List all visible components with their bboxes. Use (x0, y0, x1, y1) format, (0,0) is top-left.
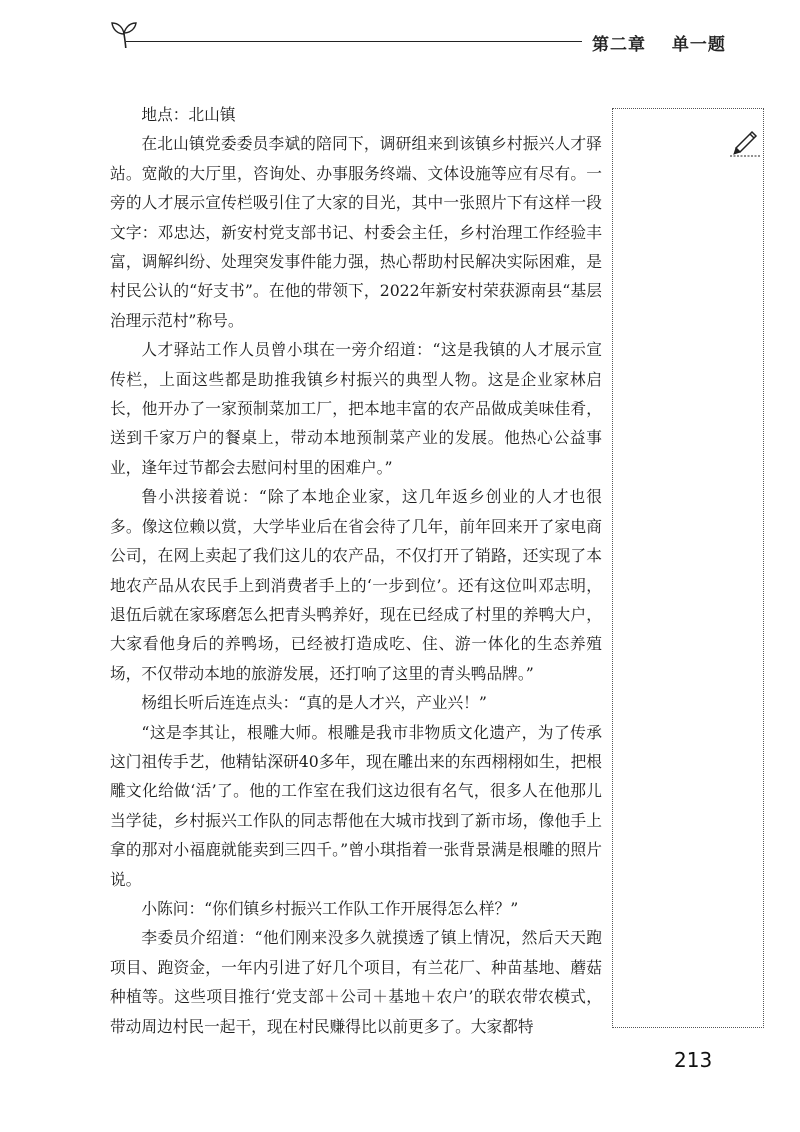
sprout-icon (104, 14, 138, 48)
paragraph: 小陈问：“你们镇乡村振兴工作队工作开展得怎么样？” (141, 898, 519, 918)
chapter-title: 第二章 (592, 35, 646, 55)
pencil-icon (726, 126, 762, 158)
paragraph: 人才驿站工作人员曾小琪在一旁介绍道：“这是我镇的人才展示宣传栏，上面这些都是助推我镇乡村振兴的典型人物。这是企业家林启长，他开办了一家预制菜加工厂，把本地丰富的农产品做成美味佳肴，送到千家万户的餐桌上，带动本地预制菜产业的发展。他热心公益事业，逢年过节都会去慰问村里的困难户。” (110, 340, 602, 477)
chapter-heading (592, 30, 726, 55)
paragraph: 杨组长听后连连点头：“真的是人才兴，产业兴！” (141, 693, 487, 713)
paragraph: 李委员介绍道：“他们刚来没多久就摸透了镇上情况，然后天天跑项目、跑资金，一年内引进了好几个项目，有兰花厂、种苗基地、蘑菇种植等。这些项目推行‘党支部＋公司＋基地＋农户’的联农带农模式，带动周边村民一起干，现在村民赚得比以前更多了。大家都特 (110, 928, 602, 1036)
body-text (110, 100, 602, 1041)
header-rule (126, 41, 582, 42)
paragraph: 在北山镇党委委员李斌的陪同下，调研组来到该镇乡村振兴人才驿站。宽敞的大厅里，咨询处、办事服务终端、文体设施等应有尽有。一旁的人才展示宣传栏吸引住了大家的目光，其中一张照片下有这样一段文字：邓忠达，新安村党支部书记、村委会主任，乡村治理工作经验丰富，调解纠纷、处理突发事件能力强，热心帮助村民解决实际困难，是村民公认的“好支书”。在他的带领下，2022年新安村荣获源南县“基层治理示范村”称号。 (110, 134, 602, 330)
page-header (0, 0, 800, 70)
page-number: 213 (674, 1048, 713, 1072)
paragraph: 鲁小洪接着说：“除了本地企业家，这几年返乡创业的人才也很多。像这位赖以赏，大学毕业后在省会待了几年，前年回来开了家电商公司，在网上卖起了我们这儿的农产品，不仅打开了销路，还实现了本地农产品从农民手上到消费者手上的‘一步到位’。还有这位叫邓志明，退伍后就在家琢磨怎么把青头鸭养好，现在已经成了村里的养鸭大户，大家看他身后的养鸭场，已经被打造成吃、住、游一体化的生态养殖场，不仅带动本地的旅游发展，还打响了这里的青头鸭品牌。” (110, 487, 602, 683)
section-title: 单一题 (671, 35, 726, 55)
paragraph: “这是李其让，根雕大师。根雕是我市非物质文化遗产，为了传承这门祖传手艺，他精钻深研40多年，现在雕出来的东西栩栩如生，把根雕文化给做‘活’了。他的工作室在我们这边很有名气，很多人在他那儿当学徒，乡村振兴工作队的同志帮他在大城市找到了新市场，像他手上拿的那对小福鹿就能卖到三四千。”曾小琪指着一张背景满是根雕的照片说。 (110, 722, 602, 889)
notes-margin (612, 108, 764, 1028)
paragraph-location: 地点：北山镇 (141, 105, 236, 124)
